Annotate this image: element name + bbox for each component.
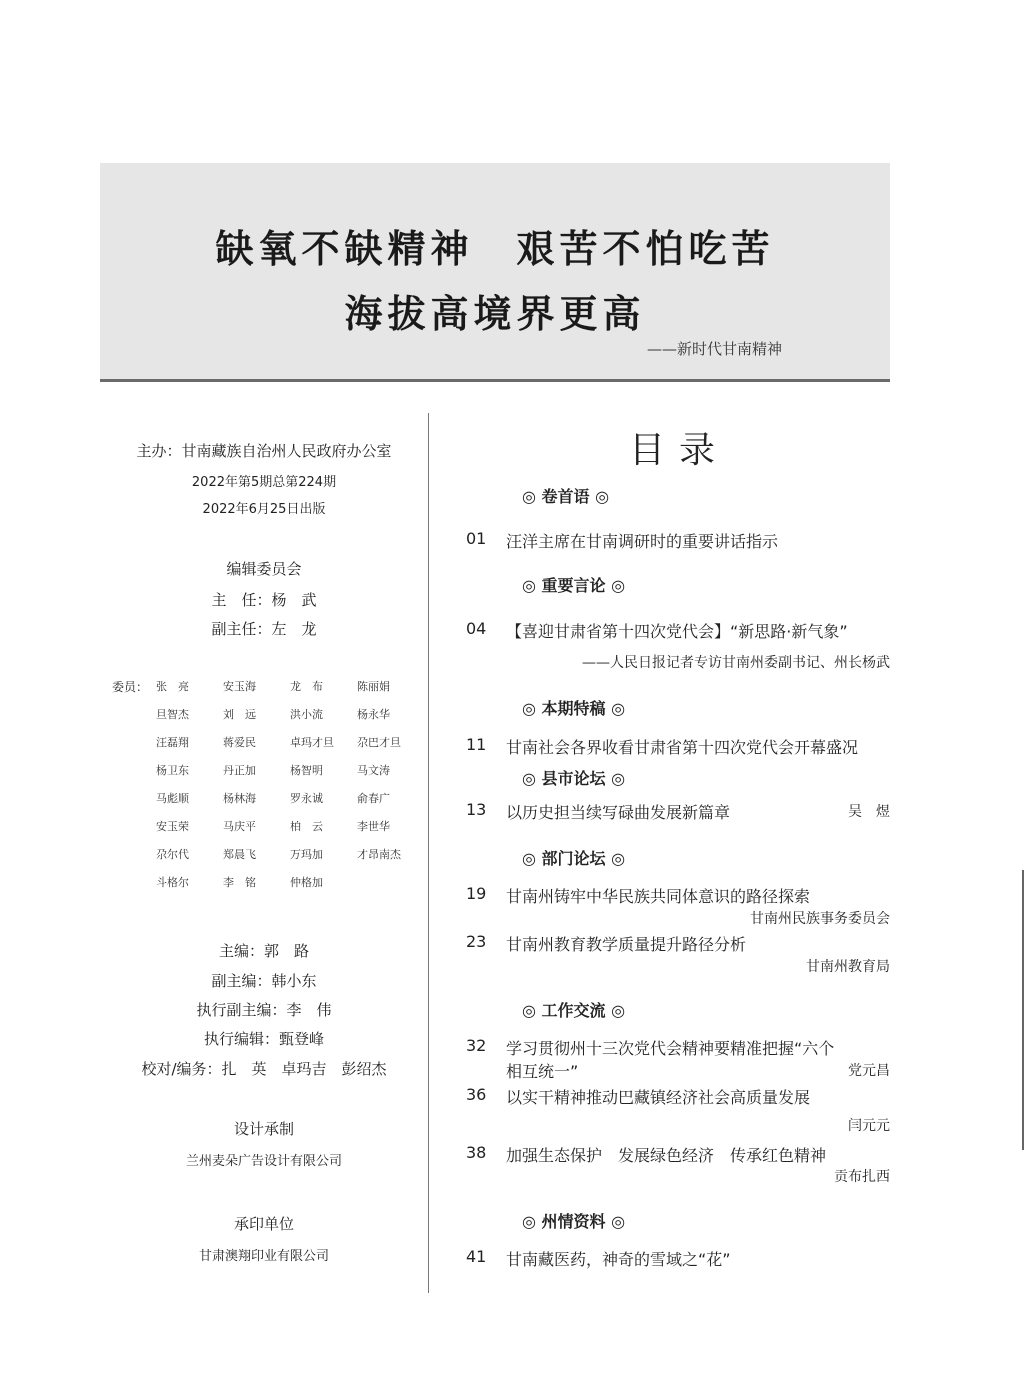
section-mark-icon: ◎ bbox=[522, 1001, 536, 1020]
section-mark-icon: ◎ bbox=[522, 1212, 536, 1231]
chief-editor: 主编：郭 路 bbox=[218, 942, 309, 960]
section-mark-icon: ◎ bbox=[611, 1212, 626, 1231]
section-mark-icon: ◎ bbox=[522, 487, 536, 506]
section-name: 州情资料 bbox=[541, 1212, 606, 1231]
member-name: 万玛加 bbox=[290, 848, 323, 861]
column-divider bbox=[428, 413, 429, 1293]
section-name: 卷首语 bbox=[541, 487, 590, 506]
section-mark-icon: ◎ bbox=[611, 699, 626, 718]
member-name: 李 铭 bbox=[223, 876, 256, 889]
toc-page-number: 11 bbox=[466, 735, 487, 754]
member-name: 刘 远 bbox=[223, 708, 256, 721]
member-name: 杨林海 bbox=[223, 792, 256, 805]
member-name: 汪磊翔 bbox=[156, 736, 189, 749]
toc-entry-author: 党元昌 bbox=[848, 1063, 890, 1079]
printing-heading: 承印单位 bbox=[233, 1215, 294, 1233]
member-name: 陈丽娟 bbox=[357, 680, 390, 693]
member-name: 郑晨飞 bbox=[223, 848, 256, 861]
section-mark-icon: ◎ bbox=[522, 699, 536, 718]
member-name: 安玉海 bbox=[223, 680, 256, 693]
members-grid bbox=[156, 678, 424, 892]
section-mark-icon: ◎ bbox=[522, 769, 536, 788]
toc-entry-author: 闫元元 bbox=[848, 1118, 890, 1134]
toc-entry-title: 以实干精神推动巴藏镇经济社会高质量发展 bbox=[506, 1088, 811, 1107]
section-mark-icon: ◎ bbox=[611, 769, 626, 788]
printing-company: 甘肃澳翔印业有限公司 bbox=[198, 1249, 329, 1264]
section-name: 重要言论 bbox=[541, 576, 606, 595]
section-name: 工作交流 bbox=[541, 1001, 606, 1020]
member-name: 卓玛才旦 bbox=[290, 736, 334, 749]
member-name: 杨永华 bbox=[357, 708, 390, 721]
committee-heading: 编辑委员会 bbox=[226, 560, 302, 578]
member-name: 洪小流 bbox=[290, 708, 323, 721]
toc-section bbox=[522, 766, 625, 789]
member-name: 丹正加 bbox=[223, 764, 256, 777]
exec-editor: 执行编辑：甄登峰 bbox=[203, 1030, 324, 1048]
toc-entry-title-continued: 相互统一” bbox=[506, 1062, 579, 1081]
toc-section bbox=[522, 484, 609, 507]
member-name: 杨智明 bbox=[290, 764, 323, 777]
slogan-line-1: 缺氧不缺精神 艰苦不怕吃苦 bbox=[215, 226, 775, 271]
publish-date: 2022年6月25日出版 bbox=[202, 502, 326, 517]
member-name: 李世华 bbox=[357, 820, 390, 833]
toc-section bbox=[522, 998, 625, 1021]
member-name: 才昂南杰 bbox=[357, 848, 401, 861]
toc-page-number: 04 bbox=[466, 619, 487, 638]
section-name: 县市论坛 bbox=[541, 769, 606, 788]
toc-section bbox=[522, 1209, 625, 1232]
toc-entry-title: 加强生态保护 发展绿色经济 传承红色精神 bbox=[506, 1146, 827, 1165]
toc-entry-author: 吴 煜 bbox=[848, 804, 890, 820]
toc-page-number: 38 bbox=[466, 1143, 487, 1162]
toc-title: 目录 bbox=[628, 430, 729, 471]
member-name: 张 亮 bbox=[156, 680, 189, 693]
toc-entry-title: 甘南州教育教学质量提升路径分析 bbox=[506, 935, 747, 954]
slogan-banner bbox=[100, 163, 890, 382]
member-name: 安玉荣 bbox=[156, 820, 189, 833]
toc-section bbox=[522, 846, 625, 869]
section-mark-icon: ◎ bbox=[611, 1001, 626, 1020]
member-name: 马文涛 bbox=[357, 764, 390, 777]
toc-entry-subtitle: ——人民日报记者专访甘南州委副书记、州长杨武 bbox=[582, 655, 890, 671]
toc-entry-title: 甘南州铸牢中华民族共同体意识的路径探索 bbox=[506, 887, 811, 906]
toc-entry-title: 甘南社会各界收看甘肃省第十四次党代会开幕盛况 bbox=[506, 738, 859, 757]
member-name: 斗格尔 bbox=[156, 876, 189, 889]
section-mark-icon: ◎ bbox=[522, 576, 536, 595]
member-name: 尕巴才旦 bbox=[357, 736, 401, 749]
section-name: 部门论坛 bbox=[541, 849, 606, 868]
toc-entry-author: 甘南州民族事务委员会 bbox=[750, 911, 890, 927]
toc-page-number: 13 bbox=[466, 800, 487, 819]
toc-entry-title: 甘南藏医药，神奇的雪域之“花” bbox=[506, 1250, 731, 1269]
section-mark-icon: ◎ bbox=[611, 576, 626, 595]
toc-page-number: 01 bbox=[466, 529, 487, 548]
member-name: 龙 布 bbox=[290, 680, 323, 693]
members-label: 委员： bbox=[112, 680, 149, 694]
member-name: 柏 云 bbox=[290, 820, 323, 833]
design-company: 兰州麦朵广告设计有限公司 bbox=[185, 1154, 342, 1169]
section-mark-icon: ◎ bbox=[522, 849, 536, 868]
toc-entry-title: 以历史担当续写碌曲发展新篇章 bbox=[506, 803, 731, 822]
toc-page-number: 32 bbox=[466, 1036, 487, 1055]
member-name: 旦智杰 bbox=[156, 708, 189, 721]
member-name: 尕尔代 bbox=[156, 848, 189, 861]
toc-section bbox=[522, 573, 625, 596]
committee-deputy: 副主任：左 龙 bbox=[211, 620, 317, 638]
section-mark-icon: ◎ bbox=[595, 487, 610, 506]
committee-director: 主 任：杨 武 bbox=[211, 591, 317, 609]
toc-section bbox=[522, 696, 625, 719]
toc-entry-author: 贡布扎西 bbox=[834, 1169, 890, 1185]
toc-page-number: 41 bbox=[466, 1247, 487, 1266]
deputy-chief-editor: 副主编：韩小东 bbox=[211, 972, 317, 990]
member-name: 仲格加 bbox=[290, 876, 323, 889]
toc-entry-author: 甘南州教育局 bbox=[806, 959, 890, 975]
proofreaders: 校对/编务：扎 英 卓玛吉 彭绍杰 bbox=[141, 1060, 387, 1078]
sponsor: 主办：甘南藏族自治州人民政府办公室 bbox=[136, 442, 392, 460]
slogan-line-2: 海拔高境界更高 bbox=[344, 291, 646, 336]
member-name: 蒋爱民 bbox=[223, 736, 256, 749]
exec-deputy-editor: 执行副主编：李 伟 bbox=[196, 1001, 332, 1019]
toc-page-number: 19 bbox=[466, 884, 487, 903]
slogan-attribution: ——新时代甘南精神 bbox=[646, 340, 782, 358]
member-name: 罗永诚 bbox=[290, 792, 323, 805]
toc-page-number: 36 bbox=[466, 1085, 487, 1104]
member-name: 杨卫东 bbox=[156, 764, 189, 777]
toc-entry-title: 【喜迎甘肃省第十四次党代会】“新思路·新气象” bbox=[506, 622, 848, 641]
section-mark-icon: ◎ bbox=[611, 849, 626, 868]
member-name: 马庆平 bbox=[223, 820, 256, 833]
member-name: 马彪顺 bbox=[156, 792, 189, 805]
member-name: 俞春广 bbox=[357, 792, 390, 805]
issue-number: 2022年第5期总第224期 bbox=[191, 475, 337, 490]
toc-entry-title: 学习贯彻州十三次党代会精神要精准把握“六个 bbox=[506, 1039, 835, 1058]
toc-page-number: 23 bbox=[466, 932, 487, 951]
section-name: 本期特稿 bbox=[541, 699, 606, 718]
design-heading: 设计承制 bbox=[233, 1120, 294, 1138]
toc-entry-title: 汪洋主席在甘南调研时的重要讲话指示 bbox=[506, 532, 779, 551]
